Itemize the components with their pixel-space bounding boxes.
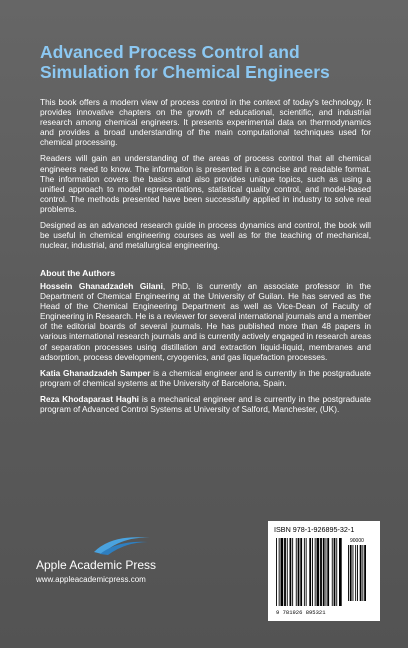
about-authors-heading: About the Authors: [40, 268, 116, 278]
barcode-bar: [279, 538, 280, 606]
barcode-bar: [332, 538, 333, 606]
barcode-digits: 9 781926 895321: [276, 609, 326, 616]
isbn-barcode: [268, 521, 380, 621]
barcode-addon-bar: [360, 545, 362, 601]
description-paragraph: Readers will gain an understanding of the areas of process control that all chemical engineers need to know. The information is presented in a concise and readable format. The information covers the basics and also provides unique topics, such as using a unified approach to model representations, statistical quality control, and model-based control. The methods presented have been successfully applied in industry to solve real problems.: [40, 153, 371, 214]
description-paragraph: Designed as an advanced research guide in process dynamics and control, the book will be useful in chemical engineering courses as well as for the teaching of mechanical, nuclear, industrial, and metallurgical engineering.: [40, 220, 371, 251]
publisher-name: Apple Academic Press: [36, 558, 157, 572]
barcode-bar: [281, 538, 284, 606]
barcode-bar: [290, 538, 292, 606]
barcode-bar: [312, 538, 313, 606]
barcode-bar: [315, 538, 316, 606]
author-bio-text: is a chemical engineer and is currently in the postgraduate program of chemical systems at the University of Barcelona, Spain.: [40, 367, 371, 388]
author-bio: [40, 368, 371, 388]
barcode-bar: [336, 538, 337, 606]
barcode-bar: [327, 538, 329, 606]
barcode-bar: [292, 538, 293, 606]
author-bio-text: , PhD, is currently an associate professor in the Department of Chemical Engineering at the University of Guilan. He has served as the Head of the Chemical Engineering Department as well as Vice-Dean of Faculty of Engineering in Research. He is a reviewer for several international journals and a member of the editorial boards of several journals. He has published more than 48 papers in various international research journals and is currently actively engaged in research areas of separation processes using distillation and extraction liquid-liquid, membranes and adsorption, process development, cryogenics, and gas liquefaction processes.: [40, 281, 371, 362]
barcode-bar: [339, 538, 342, 606]
barcode-bar: [287, 538, 288, 606]
book-description: [40, 97, 371, 256]
barcode-bar: [334, 538, 336, 606]
barcode-bar: [304, 538, 305, 606]
barcode-bar: [306, 538, 307, 606]
barcode-bar: [298, 538, 300, 606]
publisher-url: www.appleacademicpress.com: [36, 575, 146, 584]
author-name: Katia Ghanadzadeh Samper: [40, 367, 151, 378]
swoosh-icon: [92, 532, 152, 556]
barcode-addon-bar: [348, 545, 349, 601]
price-code: 90000: [350, 538, 364, 544]
barcode-addon-bar: [357, 545, 358, 601]
description-paragraph: This book offers a modern view of process control in the context of today's technology. It provides innovative chapters on the growth of educational, scientific, and industrial research among chemical engineers. It presents experimental data on thermodynamics and provides a broad understanding of the main computational techniques used for chemical processing.: [40, 97, 371, 148]
author-name: Hossein Ghanadzadeh Gilani: [40, 281, 163, 291]
barcode-addon-bar: [362, 545, 363, 601]
barcode-bar: [320, 538, 322, 606]
author-bio-text: is a mechanical engineer and is currently in the postgraduate program of Advanced Control Systems at University of Salford, Manchester, (UK).: [40, 393, 371, 415]
author-bios: [40, 281, 371, 420]
barcode-bar: [300, 538, 302, 606]
barcode-addon-bar: [355, 545, 356, 601]
barcode-bar: [276, 538, 277, 606]
isbn-number: ISBN 978-1-926895-32-1: [274, 525, 355, 534]
barcode-bar: [323, 538, 325, 606]
author-name: Reza Khodaparast Haghi: [40, 393, 139, 404]
barcode-graphic: [274, 536, 374, 616]
barcode-bar: [309, 538, 311, 606]
barcode-bar: [326, 538, 327, 606]
author-bio: [40, 394, 371, 414]
barcode-bar: [296, 538, 297, 606]
book-title: Advanced Process Control and Simulation for Chemical Engineers: [40, 42, 330, 82]
barcode-addon-bar: [350, 545, 352, 601]
barcode-bar: [284, 538, 286, 606]
barcode-bar: [317, 538, 320, 606]
barcode-addon-bar: [364, 545, 366, 601]
author-bio: [40, 281, 371, 362]
publisher-logo: [36, 532, 236, 602]
barcode-addon-bar: [353, 545, 354, 601]
